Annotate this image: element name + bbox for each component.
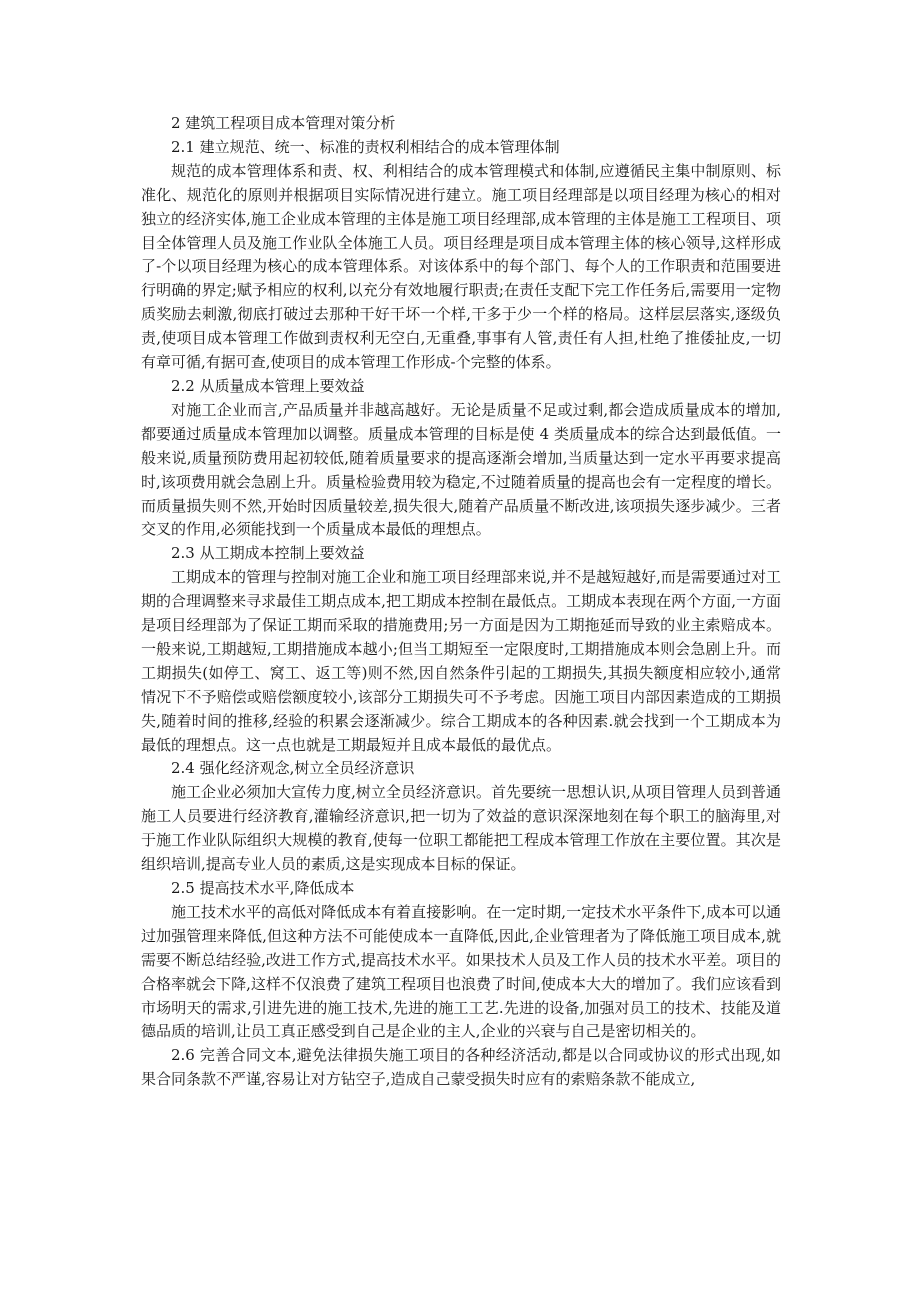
section-body-2-5: 施工技术水平的高低对降低成本有着直接影响。在一定时期,一定技术水平条件下,成本可以通过加强管理来降低,但这种方法不可能使成本一直降低,因此,企业管理者为了降低施工项目成本,就需要不断总结经验,改进工作方式,提高技术水平。如果技术人员及工作人员的技术水平差。项目的合格率就会下降,这样不仅浪费了建筑工程项目也浪费了时间,使成本大大的增加了。我们应该看到市场明天的需求,引进先进的施工技术,先进的施工工艺.先进的设备,加强对员工的技术、技能及道德品质的培训,让员工真正感受到自己是企业的主人,企业的兴衰与自己是密切相关的。 <box>141 902 781 1041</box>
section-body-2-1: 规范的成本管理体系和责、权、利相结合的成本管理模式和体制,应遵循民主集中制原则、标准化、规范化的原则并根据项目实际情况进行建立。施工项目经理部是以项目经理为核心的相对独立的经济实体,施工企业成本管理的主体是施工项目经理部,成本管理的主体是施工工程项目、项目全体管理人员及施工作业队全体施工人员。项目经理是项目成本管理主体的核心领导,这样形成了-个以项目经理为核心的成本管理体系。对该体系中的每个部门、每个人的工作职责和范围要进行明确的界定;赋予相应的权利,以充分有效地履行职责;在责任支配下完工作任务后,需要用一定物质奖励去刺激,彻底打破过去那种干好干坏一个样,干多于少一个样的格局。这样层层落实,逐级负责,使项目成本管理工作做到责权利无空白,无重叠,事事有人管,责任有人担,杜绝了推倭扯皮,一切有章可循,有据可查,使项目的成本管理工作形成-个完整的体系。 <box>141 161 781 372</box>
section-heading-2-1: 2.1 建立规范、统一、标准的责权利相结合的成本管理体制 <box>171 137 560 156</box>
section-heading-2-3: 2.3 从工期成本控制上要效益 <box>171 544 365 563</box>
section-heading-2-2: 2.2 从质量成本管理上要效益 <box>171 376 365 395</box>
section-heading-2-5: 2.5 提高技术水平,降低成本 <box>171 879 355 897</box>
section-body-2-4: 施工企业必须加大宣传力度,树立全员经济意识。首先要统一思想认识,从项目管理人员到普通施工人员要进行经济教育,灌输经济意识,把一切为了效益的意识深深地刻在每个职工的脑海里,对于施工作业队际组织大规模的教育,使每一位职工都能把工程成本管理工作放在主要位置。其次是组织培训,提高专业人员的素质,这是实现成本目标的保证。 <box>141 783 781 874</box>
section-heading-2-4: 2.4 强化经济观念,树立全员经济意识 <box>171 759 415 778</box>
document-page <box>141 112 781 1092</box>
document-title: 2 建筑工程项目成本管理对策分析 <box>171 114 396 132</box>
section-body-2-3: 工期成本的管理与控制对施工企业和施工项目经理部来说,并不是越短越好,而是需要通过对工期的合理调整来寻求最佳工期点成本,把工期成本控制在最低点。工期成本表现在两个方面,一方面是项目经理部为了保证工期而采取的措施费用;另一方面是因为工期拖延而导致的业主索赔成本。一般来说,工期越短,工期措施成本越小;但当工期短至一定限度时,工期措施成本则会急剧上升。而工期损失(如停工、窝工、返工等)则不然,因自然条件引起的工期损失,其损失额度相应较小,通常情况下不予赔偿或赔偿额度较小,该部分工期损失可不予考虑。因施工项目内部因素造成的工期损失,随着时间的推移,经验的积累会逐渐减少。综合工期成本的各种因素.就会找到一个工期成本为最低的理想点。这一点也就是工期最短并且成本最低的最优点。 <box>141 568 781 754</box>
section-body-2-2: 对施工企业而言,产品质量并非越高越好。无论是质量不足或过剩,都会造成质量成本的增加,都要通过质量成本管理加以调整。质量成本管理的目标是使 4 类质量成本的综合达到最低值。一般来说,质量预防费用起初较低,随着质量要求的提高逐渐会增加,当质量达到一定水平再要求提高时,该项费用就会急剧上升。质量检验费用较为稳定,不过随着质量的提高也会有一定程度的增长。而质量损失则不然,开始时因质量较差,损失很大,随着产品质量不断改进,该项损失逐步减少。三者交叉的作用,必须能找到一个质量成本最低的理想点。 <box>141 400 781 539</box>
section-body-2-6: 2.6 完善合同文本,避免法律损失施工项目的各种经济活动,都是以合同或协议的形式出现,如果合同条款不严谨,容易让对方钻空子,造成自己蒙受损失时应有的索赔条款不能成立, <box>141 1046 781 1089</box>
